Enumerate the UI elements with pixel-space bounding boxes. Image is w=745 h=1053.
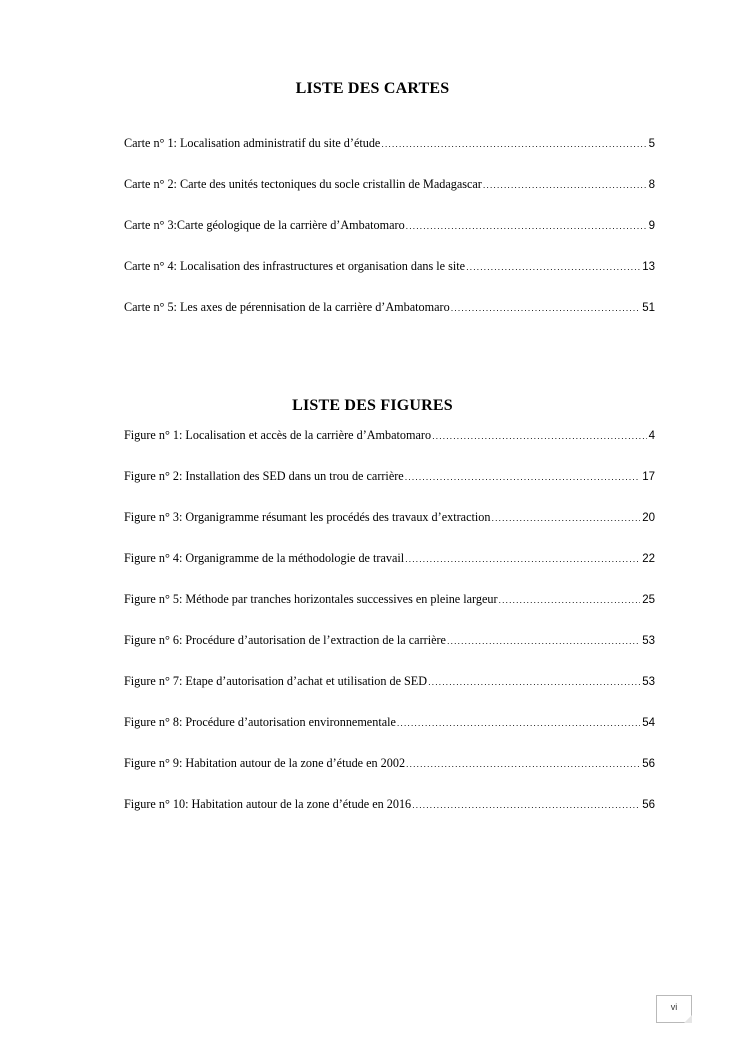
figure-entry-page: 22 — [642, 553, 655, 565]
figure-entry[interactable] — [124, 755, 655, 796]
list-of-figures — [124, 427, 655, 837]
figure-entry-label: Figure n° 8: Procédure d’autorisation environnementale — [124, 715, 396, 729]
figure-entry-label: Figure n° 7: Etape d’autorisation d’achat et utilisation de SED — [124, 674, 428, 688]
page-number-badge — [656, 995, 692, 1023]
dot-leader — [405, 469, 641, 485]
figure-entry[interactable] — [124, 796, 655, 837]
figure-entry-page: 17 — [642, 471, 655, 483]
dot-leader — [432, 428, 647, 444]
map-entry-page: 8 — [648, 179, 655, 191]
figure-entry-page: 56 — [642, 758, 655, 770]
dot-leader — [499, 592, 641, 608]
dot-leader — [405, 551, 640, 567]
figure-entry-page: 54 — [642, 717, 655, 729]
dot-leader — [491, 510, 640, 526]
figure-entry[interactable] — [124, 673, 655, 714]
figure-entry-label: Figure n° 4: Organigramme de la méthodologie de travail — [124, 551, 405, 565]
map-entry-label: Carte n° 1: Localisation administratif du site d’étude — [124, 136, 381, 150]
list-of-figures-heading: LISTE DES FIGURES — [292, 397, 453, 414]
figure-entry-page: 4 — [648, 430, 655, 442]
figure-entry-label: Figure n° 3: Organigramme résumant les procédés des travaux d’extraction — [124, 510, 491, 524]
figure-entry-page: 56 — [642, 799, 655, 811]
figure-entry-label: Figure n° 2: Installation des SED dans un trou de carrière — [124, 469, 404, 483]
map-entry-page: 5 — [648, 138, 655, 150]
figure-entry[interactable] — [124, 468, 655, 509]
figure-entry-page: 53 — [642, 635, 655, 647]
figure-entry-label: Figure n° 10: Habitation autour de la zone d’étude en 2016 — [124, 797, 412, 811]
map-entry-label: Carte n° 5: Les axes de pérennisation de la carrière d’Ambatomaro — [124, 300, 450, 314]
figure-entry[interactable] — [124, 591, 655, 632]
page-number: vi — [670, 1002, 678, 1012]
figure-entry-page: 20 — [642, 512, 655, 524]
dot-leader — [406, 218, 647, 234]
dot-leader — [466, 259, 640, 275]
dot-leader — [397, 715, 640, 731]
map-entry-page: 51 — [642, 302, 655, 314]
map-entry-label: Carte n° 2: Carte des unités tectoniques du socle cristallin de Madagascar — [124, 177, 482, 191]
map-entry-page: 9 — [648, 220, 655, 232]
map-entry[interactable] — [124, 135, 655, 176]
figure-entry[interactable] — [124, 632, 655, 673]
list-of-maps-heading: LISTE DES CARTES — [295, 80, 450, 97]
map-entry-label: Carte n° 3:Carte géologique de la carrière d’Ambatomaro — [124, 218, 405, 232]
figure-entry[interactable] — [124, 427, 655, 468]
map-entry[interactable] — [124, 258, 655, 299]
dot-leader — [451, 300, 641, 316]
page-curl-icon — [684, 1015, 692, 1023]
list-of-maps — [124, 135, 655, 340]
map-entry[interactable] — [124, 217, 655, 258]
dot-leader — [412, 797, 640, 813]
dot-leader — [428, 674, 640, 690]
figure-entry-label: Figure n° 6: Procédure d’autorisation de l’extraction de la carrière — [124, 633, 446, 647]
figure-entry[interactable] — [124, 714, 655, 755]
map-entry[interactable] — [124, 176, 655, 217]
dot-leader — [381, 136, 646, 152]
figure-entry-label: Figure n° 1: Localisation et accès de la carrière d’Ambatomaro — [124, 428, 432, 442]
map-entry[interactable] — [124, 299, 655, 340]
dot-leader — [406, 756, 640, 772]
figure-entry-label: Figure n° 9: Habitation autour de la zone d’étude en 2002 — [124, 756, 406, 770]
figure-entry[interactable] — [124, 550, 655, 591]
dot-leader — [447, 633, 640, 649]
figure-entry-page: 53 — [642, 676, 655, 688]
map-entry-page: 13 — [642, 261, 655, 273]
dot-leader — [483, 177, 647, 193]
figure-entry[interactable] — [124, 509, 655, 550]
figure-entry-page: 25 — [642, 594, 655, 606]
figure-entry-label: Figure n° 5: Méthode par tranches horizontales successives en pleine largeur — [124, 592, 498, 606]
map-entry-label: Carte n° 4: Localisation des infrastructures et organisation dans le site — [124, 259, 466, 273]
